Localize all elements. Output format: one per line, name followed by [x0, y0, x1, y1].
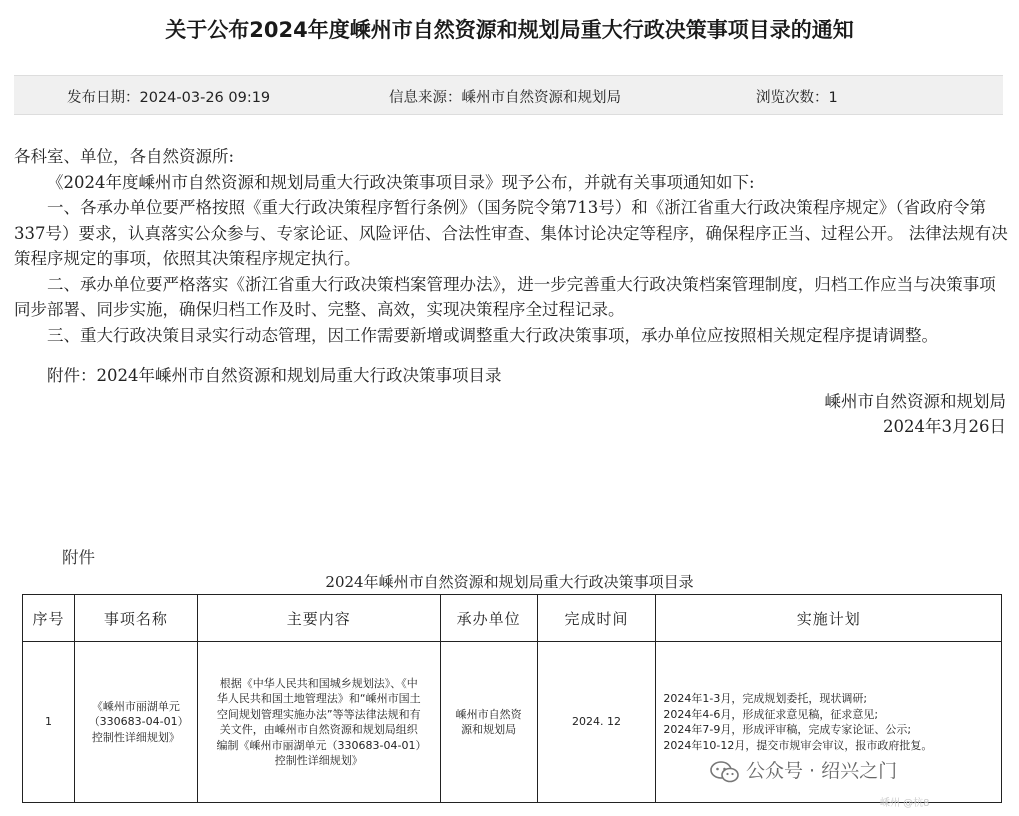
wechat-watermark [710, 756, 897, 790]
wechat-icon [710, 761, 740, 783]
item-2-paragraph: 二、承办单位要严格落实《浙江省重大行政决策档案管理办法》，进一步完善重大行政决策档案管理制度，归档工作应当与决策事项同步部署、同步实施，确保归档工作及时、完整、高效，实现决策程序全过程记录。 [14, 274, 996, 319]
header-content: 主要内容 [197, 595, 440, 642]
table-title: 2024年嵊州市自然资源和规划局重大行政决策事项目录 [325, 573, 694, 591]
intro-paragraph: 《2024年度嵊州市自然资源和规划局重大行政决策事项目录》现予公布，并就有关事项通知如下: [47, 172, 755, 192]
watermark-small: 嵊州 @杭8 [880, 798, 930, 809]
header-plan: 实施计划 [656, 595, 1002, 642]
cell-time: 2024. 12 [537, 642, 656, 803]
cell-name: 《嵊州市丽湖单元（330683-04-01）控制性详细规划》 [74, 642, 197, 803]
header-seq: 序号 [23, 595, 75, 642]
header-unit: 承办单位 [440, 595, 537, 642]
header-time: 完成时间 [537, 595, 656, 642]
publish-date: 发布日期：2024-03-26 09:19 [67, 90, 271, 106]
item-3-paragraph: 三、重大行政决策目录实行动态管理，因工作需要新增或调整重大行政决策事项，承办单位应按照相关规定程序提请调整。 [47, 325, 938, 345]
item-1-paragraph: 一、各承办单位要严格按照《重大行政决策程序暂行条例》（国务院令第713号）和《浙江省重大行政决策程序规定》（省政府令第337号）要求，认真落实公众参与、专家论证、风险评估、合法性审查、集体讨论决定等程序，确保程序正当、过程公开。 法律法规有决策程序规定的事项，依照其决策程序规定执行。 [14, 198, 1008, 268]
salutation: 各科室、单位，各自然资源所: [14, 147, 235, 166]
view-count: 浏览次数：1 [756, 90, 838, 106]
attachment-line: 附件：2024年嵊州市自然资源和规划局重大行政决策事项目录 [47, 366, 502, 385]
page-title: 关于公布2024年度嵊州市自然资源和规划局重大行政决策事项目录的通知 [165, 18, 854, 42]
watermark-text: 公众号 · 绍兴之门 [746, 760, 898, 782]
notice-body [14, 144, 1008, 440]
signature-date: 2024年3月26日 [883, 417, 1006, 436]
signature-org: 嵊州市自然资源和规划局 [824, 391, 1006, 411]
cell-unit: 嵊州市自然资源和规划局 [440, 642, 537, 803]
cell-content: 根据《中华人民共和国城乡规划法》、《中华人民共和国土地管理法》和“嵊州市国土空间规划管理实施办法”等等法律法规和有关文件，由嵊州市自然资源和规划局组织编制《嵊州市丽湖单元（330683-04-01）控制性详细规划》 [197, 642, 440, 803]
plan-step: 2024年10-12月，提交市规审会审议，报市政府批复。 [663, 738, 933, 752]
plan-step: 2024年1-3月，完成规划委托，现状调研; [663, 692, 868, 705]
attachment-label: 附件 [62, 548, 95, 567]
info-source: 信息来源：嵊州市自然资源和规划局 [389, 90, 621, 106]
plan-step: 2024年7-9月，形成评审稿，完成专家论证、公示; [663, 723, 912, 736]
table-header-row [23, 595, 1002, 642]
meta-bar [14, 75, 1003, 115]
plan-step: 2024年4-6月，形成征求意见稿，征求意见; [663, 707, 879, 721]
cell-seq: 1 [23, 642, 75, 803]
header-name: 事项名称 [74, 595, 197, 642]
